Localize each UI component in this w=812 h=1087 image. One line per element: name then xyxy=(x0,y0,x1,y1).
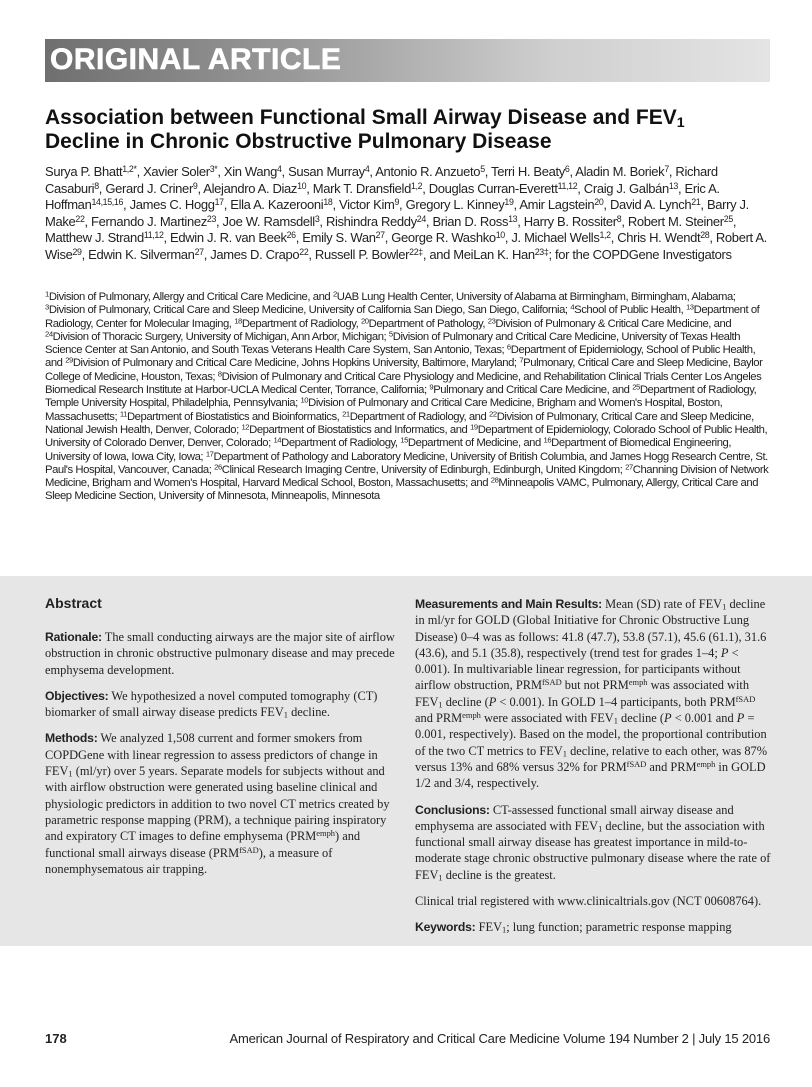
text-run: Clinical Research Imaging Centre, University of Edinburgh, Edinburgh, United Kingdom; xyxy=(221,463,626,476)
superscript: 29 xyxy=(65,356,73,366)
text-run: = 0.001, respectively). Based on the model, the proportional contribution of the two CT metrics to FEV xyxy=(415,711,767,758)
text-run: Department of Radiology, xyxy=(241,317,361,330)
author-affiliation-marker: 27 xyxy=(194,247,204,257)
section-label: Conclusions: xyxy=(415,802,490,817)
author-affiliation-marker: 4 xyxy=(276,164,282,175)
author-name: Russell P. Bowler xyxy=(314,246,410,262)
abstract-left-column xyxy=(45,596,395,887)
subscript: 1 xyxy=(283,709,289,720)
author-affiliation-marker: 13 xyxy=(668,180,678,191)
italic-symbol: P xyxy=(736,711,745,726)
author-name: Edwin K. Silverman xyxy=(88,246,195,262)
author-affiliation-marker: 1,2 xyxy=(599,230,611,241)
text-run: FEV xyxy=(475,920,503,935)
text-run: We analyzed 1,508 current and former smokers from COPDGene with linear regression to assess predictors of change in FEV xyxy=(45,731,378,779)
author-affiliation-marker: 8 xyxy=(94,180,99,191)
author-affiliation-marker: 3 xyxy=(314,213,320,224)
author-name: Surya P. Bhatt xyxy=(45,164,123,179)
text-run: Division of Pulmonary, Critical Care and Sleep Medicine, University of California San Diego, San Diego, California; xyxy=(48,304,571,317)
author-affiliation-marker: 13 xyxy=(508,213,518,224)
author-name: Edwin J. R. van Beek xyxy=(170,230,287,246)
author-affiliation-marker: 1,2 xyxy=(410,180,423,191)
text-run: Department of Radiology, xyxy=(281,437,401,450)
text-run: and PRM xyxy=(646,759,697,774)
author-name: Richard Casaburi xyxy=(45,164,718,196)
superscript: emph xyxy=(462,710,481,721)
author-name: Brian D. Ross xyxy=(432,213,509,229)
text-run: Minneapolis VAMC, Pulmonary, Allergy, Critical Care and Sleep Medicine Section, University of Minnesota, Minneapolis, Minnesota xyxy=(45,477,759,503)
author-affiliation-marker: 23‡ xyxy=(534,247,549,257)
abstract-section-keywords xyxy=(415,919,771,935)
superscript: 22 xyxy=(489,409,497,419)
text-run: Department of Pathology, xyxy=(368,317,488,330)
text-run: Division of Pulmonary and Critical Care Physiology and Medicine, and Rehabilitation Clinical Trials Center Los Angeles Biomedical Research Institute at Harbor-UCLA Medical Center, Torrance, California; xyxy=(45,370,762,397)
affiliations xyxy=(45,291,770,504)
author-name: Gerard J. Criner xyxy=(105,180,193,196)
superscript: fSAD xyxy=(626,759,647,770)
superscript: 21 xyxy=(342,409,350,419)
text-run: decline, relative to each other, was 87% versus 13% and 68% versus 32% for PRM xyxy=(415,743,768,774)
superscript: fSAD xyxy=(239,844,259,855)
superscript: 11 xyxy=(119,409,127,419)
author-name: Barry J. Make xyxy=(45,197,749,229)
author-affiliation-marker: 8 xyxy=(616,213,622,224)
article-title xyxy=(45,106,775,154)
text-run: Pulmonary, Critical Care and Sleep Medicine, Baylor College of Medicine, Houston, Texas; xyxy=(45,357,763,383)
subscript: 1 xyxy=(438,872,443,883)
author-name: David A. Lynch xyxy=(609,197,692,213)
subscript: 1 xyxy=(722,601,727,612)
author-affiliation-marker: 22 xyxy=(75,213,85,224)
text-run: Channing Division of Network Medicine, Brigham and Women's Hospital, Harvard Medical School, Boston, Massachusetts; and xyxy=(45,463,769,490)
author-name: Robert M. Steiner xyxy=(627,213,724,229)
article-type-banner xyxy=(45,39,770,82)
text-run: Mean (SD) rate of FEV xyxy=(602,597,723,611)
text-run: Division of Pulmonary, Allergy and Critical Care Medicine, and xyxy=(48,291,333,303)
author-affiliation-marker: 6 xyxy=(564,164,570,175)
text-run: ) and functional small airways disease (PRM xyxy=(45,829,361,860)
author-name: Harry B. Rossiter xyxy=(523,213,617,229)
section-label: Rationale: xyxy=(45,630,102,644)
author-affiliation-marker: 21 xyxy=(691,197,701,208)
author-name: Chris H. Wendt xyxy=(617,230,701,246)
author-affiliation-marker: 7 xyxy=(664,164,669,175)
author-name: Gregory L. Kinney xyxy=(405,197,505,213)
author-affiliation-marker: 29 xyxy=(72,247,82,257)
abstract-section-methods xyxy=(45,730,395,877)
author-name: Xavier Soler xyxy=(143,164,210,179)
text-run: decline, but the association with functional small airway disease has greatest importance in mild-to-moderate stage chronic obstructive pulmonary disease where the rate of FEV xyxy=(415,818,771,882)
abstract-box xyxy=(0,576,812,946)
author-name: Victor Kim xyxy=(338,197,395,213)
superscript: 25 xyxy=(632,382,640,392)
text-run: < 0.001). In GOLD 1–4 participants, both PRM xyxy=(496,694,736,709)
text-run: Department of Pathology and Laboratory Medicine, University of British Columbia, and James Hogg Research Centre, St. Paul's Hospital, Vancouver, Canada; xyxy=(45,450,768,476)
author-affiliation-marker: 14,15,16 xyxy=(91,197,124,208)
superscript: 4 xyxy=(570,302,575,312)
author-name: Craig J. Galbán xyxy=(583,180,669,196)
text-run: The small conducting airways are the major site of airflow obstruction in chronic obstructive pulmonary disease and may precede emphysema development. xyxy=(45,630,395,677)
text-run: CT-assessed functional small airway disease and emphysema are associated with FEV xyxy=(415,802,734,833)
text-run: decline ( xyxy=(442,694,489,709)
abstract-section-objectives xyxy=(45,688,395,721)
text-run: Division of Pulmonary and Critical Care Medicine, University of Texas Health Science Center at San Antonio, and South Texas Veterans Health Care System, San Antonio, Texas; xyxy=(45,330,741,357)
subscript: 1 xyxy=(68,768,73,779)
text-run: Department of Biostatistics and Bioinformatics, xyxy=(126,410,343,423)
text-run: Clinical trial registered with www.clinicaltrials.gov (NCT 00608764). xyxy=(415,894,762,909)
author-affiliation-marker: 20 xyxy=(594,197,604,208)
superscript: 17 xyxy=(205,449,214,459)
author-name: Joe W. Ramsdell xyxy=(222,213,315,229)
text-run: < 0.001). In multivariable linear regression, for participants without airflow obstruction, PRM xyxy=(415,645,741,693)
author-affiliation-marker: 28 xyxy=(700,230,710,241)
superscript: 28 xyxy=(490,475,499,485)
author-name: George R. Washko xyxy=(391,230,496,246)
superscript: 18 xyxy=(234,316,242,326)
text-run: (ml/yr) over 5 years. Separate models for subjects without and with airflow obstruction were generated using baseline clinical and physiologic predictors in addition to two novel CT metrics created by parametric response mapping (PRM), a technique pairing inspiratory and expiratory CT images to define emphysema (PRM xyxy=(45,764,390,844)
author-name: Mark T. Dransfield xyxy=(312,180,411,196)
author-name: Susan Murray xyxy=(288,164,365,179)
text-run: Division of Pulmonary & Critical Care Medicine, and xyxy=(495,317,732,330)
abstract-heading: Abstract xyxy=(45,595,102,611)
author-name: Matthew J. Strand xyxy=(45,230,144,246)
author-name: Douglas Curran-Everett xyxy=(428,180,558,196)
superscript: 14 xyxy=(273,435,282,445)
superscript: 3 xyxy=(45,302,49,312)
author-affiliation-marker: 11,12 xyxy=(143,230,164,241)
author-name: James D. Crapo xyxy=(210,246,300,262)
text-run: decline. xyxy=(288,705,330,720)
text-run: in GOLD 1/2 and 3/4, respectively. xyxy=(415,759,766,791)
abstract-section-measurements-and-main-results xyxy=(415,596,771,792)
superscript: emph xyxy=(628,677,648,688)
text-run: Association between Functional Small Airway Disease and FEV xyxy=(45,106,677,129)
subscript: 1 xyxy=(676,114,685,131)
text-run: Division of Pulmonary and Critical Care Medicine, Brigham and Women's Hospital, Boston, Massachusetts; xyxy=(45,397,723,423)
author-name: Emily S. Wan xyxy=(302,230,376,246)
page-number: 178 xyxy=(45,1031,67,1046)
superscript: 19 xyxy=(470,422,478,432)
superscript: 23 xyxy=(487,316,496,326)
text-run: Department of Biomedical Engineering, University of Iowa, Iowa City, Iowa; xyxy=(45,437,732,463)
author-affiliation-marker: 18 xyxy=(323,197,333,208)
text-run: School of Public Health, xyxy=(574,304,686,317)
text-run: but not PRM xyxy=(561,678,629,693)
text-run: UAB Lung Health Center, University of Alabama at Birmingham, Birmingham, Alabama; xyxy=(336,291,736,303)
abstract-right-column xyxy=(415,596,771,946)
text-run: Division of Thoracic Surgery, University of Michigan, Ann Arbor, Michigan; xyxy=(52,330,389,343)
section-label: Keywords: xyxy=(415,920,476,935)
author-name: Antonio R. Anzueto xyxy=(375,164,481,179)
text-run: was associated with FEV xyxy=(415,678,750,709)
author-name: Xin Wang xyxy=(223,164,277,179)
text-run: decline ( xyxy=(617,711,665,726)
author-name: Rishindra Reddy xyxy=(325,213,417,229)
subscript: 1 xyxy=(598,823,603,834)
author-name: Alejandro A. Diaz xyxy=(203,180,298,196)
author-affiliation-marker: 26 xyxy=(286,230,296,241)
text-run: Division of Pulmonary and Critical Care Medicine, Johns Hopkins University, Baltimore, Maryland; xyxy=(72,357,520,370)
author-affiliation-marker: 24 xyxy=(416,213,426,224)
superscript: 20 xyxy=(360,316,369,326)
superscript: 6 xyxy=(506,342,511,352)
author-conjunction: and xyxy=(429,246,451,262)
text-run: ), a measure of nonemphysematous air trapping. xyxy=(45,845,333,876)
superscript: 9 xyxy=(429,382,434,392)
author-affiliation-marker: 19 xyxy=(504,197,514,208)
section-label: Methods: xyxy=(45,731,98,746)
superscript: fSAD xyxy=(735,694,756,704)
author-name: Aladin M. Boriek xyxy=(575,164,665,179)
author-affiliation-marker: 4 xyxy=(364,164,370,175)
superscript: 7 xyxy=(519,356,524,366)
author-affiliation-marker: 11,12 xyxy=(557,180,578,191)
journal-citation: American Journal of Respiratory and Critical Care Medicine Volume 194 Number 2 | July 15 2016 xyxy=(229,1031,770,1046)
text-run: were associated with FEV xyxy=(480,711,614,726)
author-affiliation-marker: 10 xyxy=(495,230,505,241)
subscript: 1 xyxy=(438,699,443,710)
author-affiliation-marker: 10 xyxy=(297,180,307,191)
superscript: 1 xyxy=(45,289,49,299)
author-name: James C. Hogg xyxy=(129,197,215,213)
subscript: 1 xyxy=(502,925,507,936)
subscript: 1 xyxy=(613,715,618,726)
author-name: Amir Lagstein xyxy=(519,197,595,213)
author-affiliation-marker: 9 xyxy=(192,180,198,191)
text-run: Department of Medicine, and xyxy=(407,437,544,450)
author-name: Eric A. Hoffman xyxy=(45,180,720,213)
author-affiliation-marker: 1,2* xyxy=(122,164,137,175)
text-run: Department of Radiology, Center for Molecular Imaging, xyxy=(45,304,760,330)
text-run: decline is the greatest. xyxy=(442,867,556,882)
superscript: 13 xyxy=(685,302,694,312)
superscript: 24 xyxy=(45,329,53,339)
text-run: We hypothesized a novel computed tomography (CT) biomarker of small airway disease predicts FEV xyxy=(45,688,378,720)
text-run: Division of Pulmonary, Critical Care and Sleep Medicine, National Jewish Health, Denver, Colorado; xyxy=(45,410,754,436)
superscript: emph xyxy=(696,759,716,770)
author-name: Fernando J. Martinez xyxy=(91,213,207,229)
text-run: Pulmonary and Critical Care Medicine, and xyxy=(433,384,633,397)
abstract-section-conclusions xyxy=(415,802,771,883)
author-name: Terri H. Beaty xyxy=(491,164,565,179)
superscript: 26 xyxy=(214,462,222,472)
superscript: 16 xyxy=(543,435,552,445)
author-name: Robert A. Wise xyxy=(45,230,767,262)
superscript: emph xyxy=(316,828,335,839)
text-run: Department of Epidemiology, Colorado School of Public Health, University of Colorado Denver, Denver, Colorado; xyxy=(45,423,768,450)
superscript: 10 xyxy=(300,395,309,405)
text-run: ; lung function; parametric response mapping xyxy=(506,920,732,935)
superscript: 27 xyxy=(625,462,633,472)
text-run: Department of Radiology, and xyxy=(349,410,490,423)
author-name: MeiLan K. Han xyxy=(453,246,535,262)
author-affiliation-marker: 25 xyxy=(723,213,733,224)
author-affiliation-marker: 23 xyxy=(206,213,217,224)
subscript: 1 xyxy=(562,748,567,759)
abstract-section-rationale xyxy=(45,629,395,678)
author-affiliation-marker: 27 xyxy=(375,230,385,241)
author-affiliation-marker: 22 xyxy=(299,247,309,257)
text-run: Department of Radiology, Temple University Hospital, Philadelphia, Pennsylvania; xyxy=(45,384,757,410)
text-run: Department of Epidemiology, School of Public Health, and xyxy=(45,344,756,370)
author-affiliation-marker: 3* xyxy=(209,164,218,175)
superscript: 5 xyxy=(388,329,393,339)
author-affiliation-marker: 17 xyxy=(214,197,224,208)
article-type-label: ORIGINAL ARTICLE xyxy=(50,43,342,76)
section-label: Measurements and Main Results: xyxy=(415,597,603,611)
author-list: Surya P. Bhatt$^{1,2*}$, Xavier Soler$^{3*}$, Xin Wang$^4$, Susan Murray$^4$, Antonio R. Anzueto$^5$, Terri H. Beaty$^6$, Aladin M. Boriek$^7$, Richard Casaburi$^8$, Gerard J. Criner$^9$, Alejandro A. Diaz$^{10}$, Mark T. Dransfield$^{1,2}$, Douglas Curran-Everett$^{11,12}$, Craig J. Galbán$^{13}$, Eric A. Hoffman$^{14,15,16}$, James C. Hogg$^{17}$, Ella A. Kazerooni$^{18}$, Victor Kim$^9$, Gregory L. Kinney$^{19}$, Amir Lagstein$^{20}$, David A. Lynch$^{21}$, Barry J. Make$^{22}$, Fernando J. Martinez$^{23}$, Joe W. Ramsdell$^3$, Rishindra Reddy$^{24}$, Brian D. Ross$^{13}$, Harry B. Rossiter$^8$, Robert M. Steiner$^{25}$, Matthew J. Strand$^{11,12}$, Edwin J. R. van Beek$^{26}$, Emily S. Wan$^{27}$, George R. Washko$^{10}$, J. Michael Wells$^{1,2}$, Chris H. Wendt$^{28}$, Robert A. Wise$^{29}$, Edwin K. Silverman$^{27}$, James D. Crapo$^{22}$, Russell P. Bowler$^{22\ddagger}$, and MeiLan K. Han$^{23\ddagger}$; for the COPDGene Investigators xyxy=(45,164,767,262)
text-run: and PRM xyxy=(415,711,463,726)
text-run: Decline in Chronic Obstructive Pulmonary Disease xyxy=(45,130,552,153)
author-affiliation-marker: 5 xyxy=(480,164,485,175)
abstract-section-trial-registration xyxy=(415,893,771,909)
author-name: Ella A. Kazerooni xyxy=(230,197,324,213)
italic-symbol: P xyxy=(488,694,497,709)
superscript: 15 xyxy=(400,435,408,445)
author-affiliation-marker: 9 xyxy=(394,197,400,208)
author-name: J. Michael Wells xyxy=(511,230,600,246)
italic-symbol: P xyxy=(720,645,729,660)
text-run: < 0.001 and xyxy=(671,711,737,726)
superscript: 12 xyxy=(241,422,250,432)
superscript: 2 xyxy=(332,289,337,299)
author-affiliation-marker: 22‡ xyxy=(409,247,423,257)
superscript: 8 xyxy=(217,369,222,379)
author-group: ; for the COPDGene Investigators xyxy=(548,246,732,262)
italic-symbol: P xyxy=(664,711,672,726)
text-run: decline in ml/yr for GOLD (Global Initiative for Chronic Obstructive Lung Disease) 0–4 was as follows: 41.8 (47.7), 53.8 (57.1), 45.6 (61.1), 31.6 (43.6), and 5.1 (35.8), respectively (trend test for grades 1–4; xyxy=(415,597,767,660)
text-run: Department of Biostatistics and Informatics, and xyxy=(249,423,471,436)
section-label: Objectives: xyxy=(45,688,109,703)
superscript: fSAD xyxy=(542,677,562,688)
